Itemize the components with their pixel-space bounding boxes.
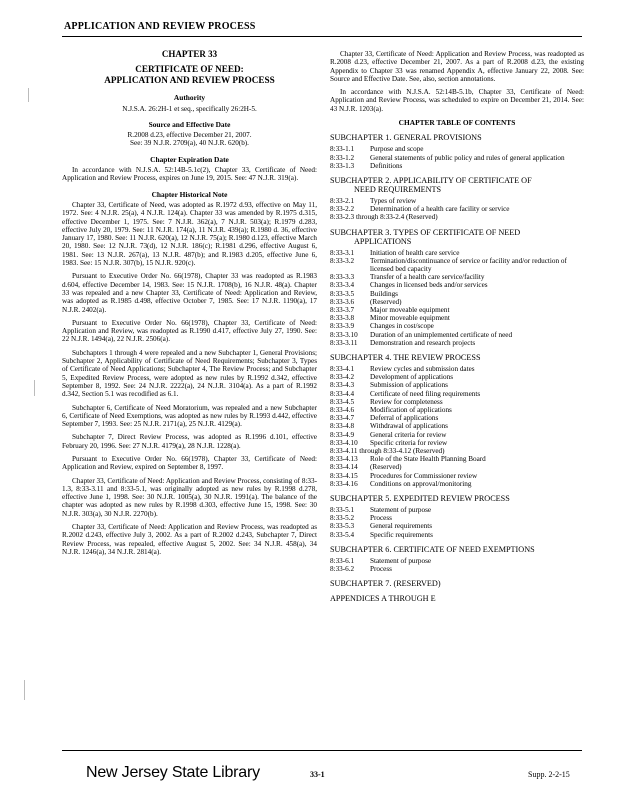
- toc-section-title: Role of the State Health Planning Board: [370, 455, 486, 464]
- toc-section-title: 8:33-4.11 through 8:33-4.12 (Reserved): [330, 447, 445, 456]
- chapter-title-line-1: CERTIFICATE OF NEED:: [135, 64, 244, 75]
- subchapter-heading-text: SUBCHAPTER 4. THE REVIEW PROCESS: [330, 353, 481, 363]
- toc-entry: [330, 331, 584, 339]
- toc-section-title: Initiation of health care service: [370, 248, 460, 257]
- history-paragraph: Subchapter 6, Certificate of Need Moratorium, was repealed and a new Subchapter 6, Certificate of Need Exemptions, was adopted as new rules by R.1993 d.442, effective September 7, 1993. See: 25 N.J.R. 2171(a), 25 N.J.R. 4129(a).: [62, 403, 317, 429]
- toc-section-number: 8:33-3.10: [330, 330, 358, 339]
- toc-section-title: Certificate of need filing requirements: [370, 389, 481, 398]
- toc-entry: [330, 506, 584, 514]
- toc-section-number: 8:33-3.6: [330, 297, 355, 306]
- toc-section-number: 8:33-4.16: [330, 479, 358, 488]
- toc-section-number: 8:33-4.8: [330, 422, 355, 431]
- source-line-1: R.2008 d.23, effective December 21, 2007.: [127, 131, 252, 140]
- intro-paragraph: Chapter 33, Certificate of Need: Application and Review Process, was readopted as R.2008 d.23, effective December 21, 2007. As a part of R.2008 d.23, the existing Appendix to Chapter 33 was renamed Appendix A, effective January 22, 2008. See: Source and Effective Date. See, also, section annotations.: [330, 50, 584, 83]
- subchapter-heading: [330, 545, 584, 554]
- toc-section-title: Termination/discontinuance of service or facility and/or reduction of licensed bed capacity: [370, 256, 567, 273]
- right-column: [330, 50, 584, 606]
- toc-section-title: (Reserved): [370, 463, 402, 472]
- toc-entry: [330, 298, 584, 306]
- toc-section-number: 8:33-3.7: [330, 306, 355, 315]
- toc-section-number: 8:33-4.3: [330, 381, 355, 390]
- toc-section-title: (Reserved): [370, 297, 402, 306]
- toc-entry: [330, 390, 584, 398]
- toc-section-number: 8:33-3.2: [330, 256, 355, 265]
- toc-entry: [330, 322, 584, 330]
- subchapter-heading: [330, 579, 584, 588]
- toc-section-title: Duration of an unimplemented certificate of need: [370, 330, 513, 339]
- source-line-2: See: 39 N.J.R. 2709(a), 40 N.J.R. 620(b).: [130, 139, 249, 148]
- history-paragraph: Chapter 33, Certificate of Need, was adopted as R.1972 d.93, effective on May 11, 1972. See: 4 N.J.R. 25(a), 4 N.J.R. 124(a). Chapter 33 was amended by R.1975 d.315, effective December 1, 1975. See: 7 N.J.R. 362(a), 7 N.J.R. 503(a); R.1979 d.283, effective July 20, 1979. See: 11 N.J.R. 174(a), 11 N.J.R. 439(a); R.1980 d. 36, effective January 17, 1980. See: 11 N.J.R. 620(a), 12 N.J.R. 75(a); R.1980 d.123, effective March 20, 1980. See: 12 N.J.R. 73(d), 12 N.J.R. 186(c); R.1981 d.296, effective August 6, 1981. See: 13 N.J.R. 267(a), 13 N.J.R. 487(b); and R.1983 d.205, effective June 6, 1983. See: 15 N.J.R. 307(b), 15 N.J.R. 920(c).: [62, 200, 317, 268]
- toc-section-title: Review cycles and submission dates: [370, 365, 475, 374]
- toc-section-number: 8:33-4.9: [330, 430, 355, 439]
- chapter-title: [62, 64, 317, 86]
- subchapter-heading-text: SUBCHAPTER 5. EXPEDITED REVIEW PROCESS: [330, 494, 510, 504]
- toc-section-number: 8:33-1.1: [330, 145, 355, 154]
- toc-section-title: Statement of purpose: [370, 556, 432, 565]
- toc-entry: [330, 154, 584, 162]
- toc-section-number: 8:33-4.5: [330, 397, 355, 406]
- toc-section-title: General requirements: [370, 522, 433, 531]
- toc-section-title: Procedures for Commissioner review: [370, 471, 478, 480]
- toc-section-number: 8:33-5.3: [330, 522, 355, 531]
- toc-entry: [330, 257, 584, 273]
- running-header: APPLICATION AND REVIEW PROCESS: [64, 21, 256, 32]
- toc-section-number: 8:33-3.3: [330, 273, 355, 282]
- source-heading: Source and Effective Date: [148, 119, 231, 129]
- toc-section-title: Deferral of applications: [370, 414, 439, 423]
- toc-section-number: 8:33-4.14: [330, 463, 358, 472]
- toc-entry: [330, 480, 584, 488]
- subchapter-heading: [330, 594, 584, 603]
- scan-mark: [34, 380, 35, 396]
- toc-section-title: 8:33-2.3 through 8:33-2.4 (Reserved): [330, 213, 438, 222]
- toc-entry: [330, 557, 584, 565]
- toc-title: CHAPTER TABLE OF CONTENTS: [398, 118, 516, 128]
- toc-section-number: 8:33-2.2: [330, 205, 355, 214]
- toc-section-number: 8:33-3.1: [330, 248, 355, 257]
- subchapter-heading-text: SUBCHAPTER 1. GENERAL PROVISIONS: [330, 133, 482, 143]
- toc-entry: [330, 281, 584, 289]
- toc-section-title: Types of review: [370, 196, 417, 205]
- toc-entry: [330, 514, 584, 522]
- toc-entry: [330, 381, 584, 389]
- toc-section-number: 8:33-1.2: [330, 153, 355, 162]
- toc-section-title: General criteria for review: [370, 430, 447, 439]
- toc-section-number: 8:33-5.1: [330, 506, 355, 515]
- expiration-text: In accordance with N.J.S.A. 52:14B-5.1c(2), Chapter 33, Certificate of Need: Application and Review Process, expires on June 19, 2015. See: 47 N.J.R. 319(a).: [62, 166, 317, 183]
- toc-section-number: 8:33-5.2: [330, 514, 355, 523]
- toc-section-title: Process: [370, 514, 392, 523]
- toc-entry: [330, 463, 584, 471]
- toc-section-title: Specific criteria for review: [370, 438, 448, 447]
- expiration-heading: Chapter Expiration Date: [150, 154, 229, 164]
- history-paragraph: Subchapters 1 through 4 were repealed and a new Subchapter 1, General Provisions; Subchapter 2, Applicability of Certificate of Need Requirements; Subchapter 3, Types of Certificate of Need Applications; Subchapter 4, The Review Process; and Subchapter 5, Expedited Review Process, were adopted as new rules by R.1992 d.342, effective September 8, 1992. See: 24 N.J.R. 2222(a), 24 N.J.R. 3104(a). As a part of R.1992 d.342, Section 5.1 was recodified as 6.1.: [62, 348, 317, 399]
- subchapter-heading-text: SUBCHAPTER 2. APPLICABILITY OF CERTIFICATE OF: [330, 175, 532, 185]
- toc-entry: [330, 290, 584, 298]
- toc-entry: [330, 472, 584, 480]
- toc-section-number: 8:33-2.1: [330, 196, 355, 205]
- toc-section-title: Determination of a health care facility or service: [370, 205, 510, 214]
- subchapter-heading-text: SUBCHAPTER 3. TYPES OF CERTIFICATE OF NEED: [330, 227, 521, 237]
- subchapter-heading: [330, 228, 584, 246]
- toc-section-number: 8:33-4.2: [330, 373, 355, 382]
- toc-section-number: 8:33-4.10: [330, 438, 358, 447]
- toc-entry: [330, 398, 584, 406]
- scan-mark: [24, 680, 25, 700]
- toc-section-title: Changes in cost/scope: [370, 322, 434, 331]
- toc-entry: [330, 455, 584, 463]
- toc-section-title: Conditions on approval/monitoring: [370, 479, 472, 488]
- subchapter-heading: [330, 133, 584, 142]
- history-paragraph: Chapter 33, Certificate of Need: Application and Review Process, was readopted as R.2002 d.243, effective July 3, 2002. As a part of R.2002 d.243, Subchapter 7, Direct Review Process, was repealed, effective August 5, 2002. See: 34 N.J.R. 458(a), 34 N.J.R. 1246(a), 34 N.J.R. 2814(a).: [62, 523, 317, 556]
- toc-entry: [330, 339, 584, 347]
- toc-section-title: Definitions: [370, 161, 403, 170]
- toc-entry: [330, 365, 584, 373]
- toc-entry: [330, 162, 584, 170]
- left-column: [62, 50, 317, 561]
- toc-section-title: Process: [370, 565, 392, 574]
- authority-heading: Authority: [173, 93, 206, 103]
- toc-entry: [330, 314, 584, 322]
- toc-entry: [330, 447, 584, 455]
- history-paragraph: Pursuant to Executive Order No. 66(1978), Chapter 33 was readopted as R.1983 d.604, effective December 14, 1983. See: 15 N.J.R. 1708(b), 16 N.J.R. 48(a). Chapter 33 was repealed and a new Chapter 33, Certificate of Need: Application and Review, was adopted as R.1985 d.498, effective October 7, 1985. See: 17 N.J.R. 1190(a), 17 N.J.R. 2402(a).: [62, 272, 317, 314]
- toc-entry: [330, 531, 584, 539]
- toc-entry: [330, 273, 584, 281]
- toc-entry: [330, 197, 584, 205]
- toc-section-number: 8:33-3.9: [330, 322, 355, 331]
- toc-section-number: 8:33-3.5: [330, 289, 355, 298]
- toc-entry: [330, 145, 584, 153]
- toc-section-title: Major moveable equipment: [370, 306, 450, 315]
- table-of-contents: [330, 133, 584, 603]
- toc-section-title: Submission of applications: [370, 381, 448, 390]
- toc-section-number: 8:33-6.1: [330, 556, 355, 565]
- toc-section-title: Changes in licensed beds and/or services: [370, 281, 488, 290]
- toc-section-title: Specific requirements: [370, 530, 433, 539]
- toc-section-number: 8:33-5.4: [330, 530, 355, 539]
- toc-section-number: 8:33-4.4: [330, 389, 355, 398]
- history-paragraph: Subchapter 7, Direct Review Process, was adopted as R.1996 d.101, effective February 20, 1996. See: 27 N.J.R. 4179(a), 28 N.J.R. 1228(a).: [62, 433, 317, 450]
- toc-section-title: Minor moveable equipment: [370, 314, 450, 323]
- history-heading: Chapter Historical Note: [151, 189, 228, 199]
- toc-entry: [330, 205, 584, 213]
- toc-section-title: Withdrawal of applications: [370, 422, 448, 431]
- toc-section-title: Modification of applications: [370, 406, 452, 415]
- intro-paragraph: In accordance with N.J.S.A. 52:14B-5.1b, Chapter 33, Certificate of Need: Application and Review Process, was scheduled to expire on December 21, 2014. See: 43 N.J.R. 1203(a).: [330, 88, 584, 113]
- subchapter-heading: [330, 176, 584, 194]
- toc-section-title: Buildings: [370, 289, 398, 298]
- subchapter-heading: [330, 353, 584, 362]
- toc-entry: [330, 373, 584, 381]
- supplement-date: Supp. 2-2-15: [528, 770, 570, 779]
- authority-text: N.J.S.A. 26:2H-1 et seq., specifically 26:2H-5.: [122, 104, 257, 113]
- toc-section-title: Purpose and scope: [370, 145, 424, 154]
- toc-section-number: 8:33-4.13: [330, 455, 358, 464]
- toc-section-title: Review for completeness: [370, 397, 443, 406]
- toc-entry: [330, 406, 584, 414]
- toc-section-title: Transfer of a health care service/facility: [370, 273, 485, 282]
- scan-mark: [28, 88, 29, 102]
- toc-section-number: 8:33-3.8: [330, 314, 355, 323]
- subchapter-heading: [330, 494, 584, 503]
- subchapter-heading-text: SUBCHAPTER 7. (RESERVED): [330, 579, 441, 589]
- toc-section-title: Statement of purpose: [370, 506, 432, 515]
- toc-section-number: 8:33-4.7: [330, 414, 355, 423]
- toc-entry: [330, 565, 584, 573]
- toc-section-title: General statements of public policy and rules of general application: [370, 153, 565, 162]
- page-number: 33-1: [310, 770, 325, 779]
- toc-entry: [330, 306, 584, 314]
- toc-entry: [330, 522, 584, 530]
- toc-entry: [330, 422, 584, 430]
- toc-section-title: Demonstration and research projects: [370, 338, 476, 347]
- toc-section-number: 8:33-4.1: [330, 365, 355, 374]
- toc-entry: [330, 431, 584, 439]
- history-paragraph: Chapter 33, Certificate of Need: Application and Review Process, consisting of 8:33-1.3, 8:33-3.11 and 8:33-5.1, was originally adopted as new rules by R.1998 d.278, effective June 1, 1998. See: 30 N.J.R. 1005(a), 30 N.J.R. 1991(a). The balance of the chapter was adopted as new rules by R.1998 d.303, effective June 15, 1998. See: 30 N.J.R. 303(a), 30 N.J.R. 2270(b).: [62, 476, 317, 518]
- chapter-number: CHAPTER 33: [161, 49, 218, 59]
- chapter-title-line-2: APPLICATION AND REVIEW PROCESS: [104, 75, 275, 86]
- toc-section-title: Development of applications: [370, 373, 454, 382]
- history-paragraph: Pursuant to Executive Order No. 66(1978), Chapter 33, Certificate of Need: Application and Review, was readopted as R.1990 d.417, effective July 27, 1990. See: 22 N.J.R. 1494(a), 22 N.J.R. 2506(a).: [62, 318, 317, 344]
- footer-rule: [62, 750, 582, 751]
- subchapter-heading-text: SUBCHAPTER 6. CERTIFICATE OF NEED EXEMPTIONS: [330, 544, 535, 554]
- toc-section-number: 8:33-1.3: [330, 161, 355, 170]
- toc-section-number: 8:33-4.6: [330, 406, 355, 415]
- toc-entry: [330, 439, 584, 447]
- toc-section-number: 8:33-6.2: [330, 565, 355, 574]
- history-paragraph: Pursuant to Executive Order No. 66(1978), Chapter 33, Certificate of Need: Application and Review, expired on September 8, 1997.: [62, 454, 317, 472]
- library-name: New Jersey State Library: [86, 764, 260, 781]
- subchapter-heading-continued: APPLICATIONS: [354, 236, 412, 246]
- toc-section-number: 8:33-3.11: [330, 338, 358, 347]
- subchapter-heading-continued: NEED REQUIREMENTS: [354, 184, 442, 194]
- toc-entry: [330, 213, 584, 221]
- header-rule: [62, 36, 582, 37]
- history-paragraphs: [62, 201, 317, 556]
- subchapter-heading-text: APPENDICES A THROUGH E: [330, 594, 436, 604]
- toc-section-number: 8:33-3.4: [330, 281, 355, 290]
- toc-section-number: 8:33-4.15: [330, 471, 358, 480]
- toc-entry: [330, 414, 584, 422]
- toc-entry: [330, 249, 584, 257]
